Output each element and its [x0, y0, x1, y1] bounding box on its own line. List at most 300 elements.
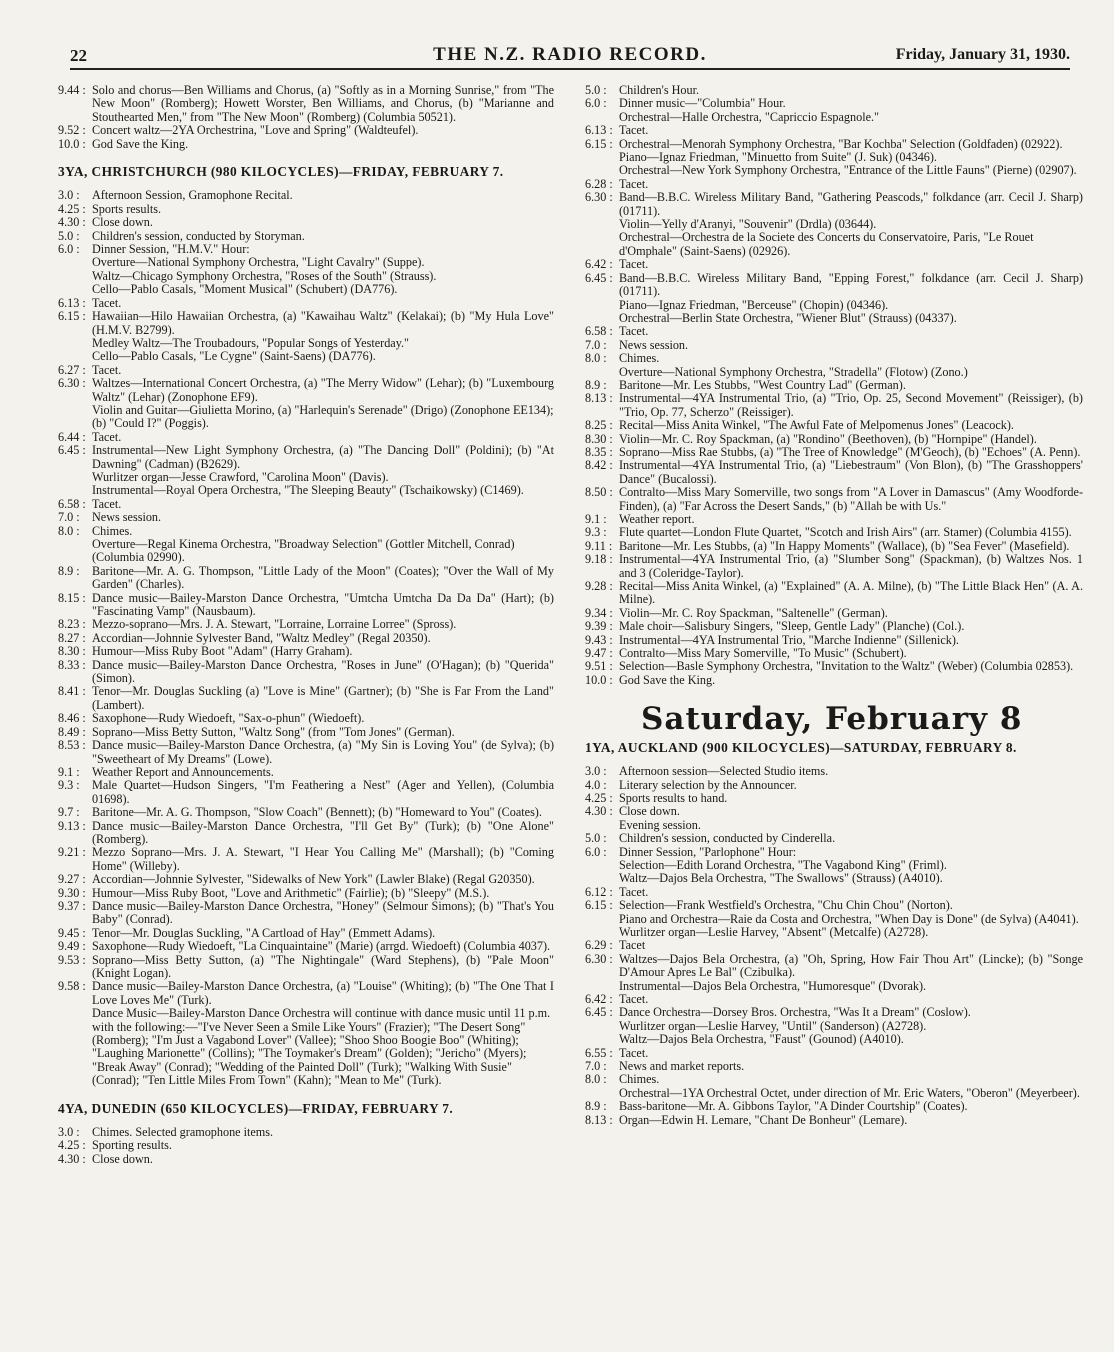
- program-entry: [585, 620, 1083, 633]
- entry-description: Soprano—Miss Rae Stubbs, (a) "The Tree of Knowledge" (M'Geoch), (b) "Echoes" (A. Penn).: [619, 444, 1081, 459]
- entry-time: 9.52 :: [58, 123, 86, 138]
- entry-time: 6.45 :: [585, 1005, 613, 1020]
- program-entry: [585, 993, 1083, 1006]
- program-entry: [585, 392, 1083, 419]
- entry-time: 4.25 :: [58, 1138, 86, 1153]
- entry-description: Dance music—Bailey-Marston Dance Orchestra, "I'll Get By" (Turk); (b) "One Alone" (Romberg).: [92, 818, 554, 846]
- entry-time: 10.0 :: [585, 672, 613, 687]
- program-entry: [58, 766, 554, 779]
- entry-time: 6.58 :: [585, 324, 613, 339]
- entry-description: Humour—Miss Ruby Boot, "Love and Arithmetic" (Fairlie); (b) "Sleepy" (M.S.).: [92, 885, 490, 900]
- entry-time: 3.0 :: [58, 188, 80, 203]
- entry-description: Waltzes—Dajos Bela Orchestra, (a) "Oh, Spring, How Fair Thou Art" (Lincke); (b) "Songe D'Amour Apres Le Bal" (Czibulka).: [619, 951, 1083, 980]
- entry-time: 6.55 :: [585, 1045, 613, 1060]
- entry-description: Instrumental—4YA Instrumental Trio, (a) "Liebestraum" (Von Blon), (b) "The Grasshoppers' Dance" (Bucalossi).: [619, 458, 1083, 486]
- entry-time: 8.35 :: [585, 444, 613, 459]
- entry-time: 6.15 :: [58, 309, 86, 324]
- entry-time: 4.30 :: [58, 215, 86, 230]
- program-sub-entry: Orchestral—New York Symphony Orchestra, "Entrance of the Little Fauns" (Pierne) (02907).: [619, 163, 1077, 178]
- entry-time: 9.27 :: [58, 872, 86, 887]
- entry-time: 7.0 :: [585, 1059, 607, 1074]
- entry-description: Chimes. Selected gramophone items.: [92, 1125, 274, 1140]
- program-entry: [585, 553, 1083, 580]
- program-entry: [585, 325, 1083, 338]
- station-heading: 4YA, DUNEDIN (650 KILOCYCLES)—FRIDAY, FEBRUARY 7.: [58, 1100, 454, 1116]
- entry-time: 8.9 :: [585, 1099, 607, 1114]
- entry-description: Tacet: [619, 938, 646, 953]
- entry-time: 6.15 :: [585, 898, 613, 913]
- right-column: [585, 84, 1083, 1127]
- program-entry: [58, 431, 554, 444]
- entry-time: 6.15 :: [585, 136, 613, 151]
- program-sub-entry: Cello—Pablo Casals, "Moment Musical" (Schubert) (DA776).: [92, 282, 398, 297]
- program-sub-entry: Overture—National Symphony Orchestra, "Stradella" (Flotow) (Zono.): [619, 364, 968, 379]
- entry-description: Tacet.: [619, 324, 649, 339]
- program-sub-entry: Overture—National Symphony Orchestra, "Light Cavalry" (Suppe).: [92, 255, 425, 270]
- program-entry: [58, 954, 554, 981]
- entry-description: God Save the King.: [92, 136, 189, 151]
- entry-time: 8.53 :: [58, 738, 86, 753]
- program-entry: [58, 498, 554, 511]
- program-sub-entry: Piano and Orchestra—Raie da Costa and Orchestra, "When Day is Done" (de Sylva) (A4041).: [619, 911, 1079, 926]
- entry-time: 6.27 :: [58, 362, 86, 377]
- entry-description: Children's session, conducted by Storyman.: [92, 228, 305, 243]
- entry-time: 9.53 :: [58, 952, 86, 967]
- program-entry: [58, 887, 554, 900]
- program-entry: [585, 97, 1083, 110]
- program-entry: [585, 258, 1083, 271]
- program-sub-entry: Waltz—Chicago Symphony Orchestra, "Roses of the South" (Strauss).: [92, 268, 437, 283]
- program-entry: [58, 685, 554, 712]
- program-entry: [58, 243, 554, 256]
- program-entry: [58, 632, 554, 645]
- program-sub-entry: Waltz—Dajos Bela Orchestra, "The Swallows" (Strauss) (A4010).: [619, 871, 943, 886]
- entry-time: 9.28 :: [585, 579, 613, 594]
- entry-description: Instrumental—4YA Instrumental Trio, "Marche Indienne" (Sillenick).: [619, 632, 959, 647]
- entry-time: 6.0 :: [585, 844, 607, 859]
- entry-description: Weather Report and Announcements.: [92, 764, 274, 779]
- entry-time: 8.46 :: [58, 711, 86, 726]
- program-entry: [585, 1047, 1083, 1060]
- entry-description: Children's Hour.: [619, 83, 700, 97]
- entry-description: Violin—Mr. C. Roy Spackman, (a) "Rondino" (Beethoven), (b) "Hornpipe" (Handel).: [619, 431, 1037, 446]
- station-heading: 1YA, AUCKLAND (900 KILOCYCLES)—SATURDAY, FEBRUARY 8.: [585, 739, 1017, 755]
- program-sub-entry: Piano—Ignaz Friedman, "Berceuse" (Chopin) (04346).: [619, 297, 889, 312]
- program-entry: [58, 820, 554, 847]
- entry-description: Dinner Session, "Parlophone" Hour:: [619, 844, 797, 859]
- program-entry: [58, 806, 554, 819]
- entry-description: Baritone—Mr. A. G. Thompson, "Little Lady of the Moon" (Coates); "Over the Wall of My Garden" (Charles).: [92, 563, 554, 592]
- entry-time: 8.50 :: [585, 485, 613, 500]
- entry-description: Soprano—Miss Betty Sutton, (a) "The Nightingale" (Ward Stephens), (b) "Pale Moon" (Knight Logan).: [92, 952, 554, 980]
- entry-description: Sporting results.: [92, 1138, 172, 1153]
- entry-description: News and market reports.: [619, 1059, 745, 1074]
- entry-description: Accordian—Johnnie Sylvester Band, "Waltz Medley" (Regal 20350).: [92, 630, 431, 645]
- entry-time: 9.30 :: [58, 885, 86, 900]
- entry-description: Dinner music—"Columbia" Hour.: [619, 96, 786, 111]
- entry-time: 6.45 :: [585, 270, 613, 285]
- entry-time: 9.51 :: [585, 659, 613, 674]
- program-entry: [585, 138, 1083, 151]
- program-sub-entry: Violin—Yelly d'Aranyi, "Souvenir" (Drdla) (03644).: [619, 217, 877, 232]
- program-entry: [585, 939, 1083, 952]
- program-entry: [58, 659, 554, 686]
- entry-description: Orchestral—Menorah Symphony Orchestra, "Bar Kochba" Selection (Goldfaden) (02922).: [619, 136, 1063, 151]
- program-sub-entry: Orchestral—Orchestra de la Societe des Concerts du Conservatoire, Paris, "Le Rouet d'Omphale" (Saint-Saens) (02926).: [619, 230, 1034, 258]
- entry-time: 8.42 :: [585, 458, 613, 473]
- entry-description: Tacet.: [619, 176, 649, 191]
- entry-description: Contralto—Miss Mary Somerville, "To Music" (Schubert).: [619, 646, 907, 661]
- program-entry: [58, 927, 554, 940]
- entry-time: 8.25 :: [585, 418, 613, 433]
- day-heading: Saturday, February 8: [641, 701, 1023, 738]
- program-entry: [585, 1006, 1083, 1019]
- program-entry: [58, 1153, 554, 1166]
- program-entry: [58, 84, 554, 124]
- entry-time: 6.45 :: [58, 443, 86, 458]
- entry-time: 8.0 :: [585, 1072, 607, 1087]
- program-sub-entry: Orchestral—Halle Orchestra, "Capriccio Espagnole.": [619, 109, 880, 124]
- program-entry: [58, 511, 554, 524]
- program-entry: [585, 634, 1083, 647]
- entry-description: Concert waltz—2YA Orchestrina, "Love and Spring" (Waldteufel).: [92, 123, 419, 138]
- entry-description: Instrumental—4YA Instrumental Trio, (a) "Trio, Op. 25, Second Movement" (Reissiger), (b) "Trio, Op. 77, Scherzo" (Reissiger).: [619, 391, 1083, 419]
- program-entry: [58, 645, 554, 658]
- program-entry: [58, 726, 554, 739]
- entry-description: Waltzes—International Concert Orchestra, (a) "The Merry Widow" (Lehar); (b) "Luxembourg Waltz" (Lehar) (Zonophone EF9).: [92, 376, 554, 404]
- program-entry: [58, 618, 554, 631]
- program-entry: [58, 297, 554, 310]
- program-entry: [58, 1139, 554, 1152]
- entry-description: Male choir—Salisbury Singers, "Sleep, Gentle Lady" (Planche) (Col.).: [619, 619, 965, 634]
- entry-description: Close down.: [619, 804, 680, 819]
- entry-description: Dance music—Bailey-Marston Dance Orchestra, "Roses in June" (O'Hagan); (b) "Querida" (Simon).: [92, 657, 554, 686]
- entry-description: Sports results to hand.: [619, 790, 728, 805]
- program-entry: [585, 433, 1083, 446]
- entry-description: Violin—Mr. C. Roy Spackman, "Saltenelle" (German).: [619, 605, 888, 620]
- program-sub-entry: Wurlitzer organ—Leslie Harvey, "Until" (Sanderson) (A2728).: [619, 1018, 927, 1033]
- entry-description: Organ—Edwin H. Lemare, "Chant De Bonheur" (Lemare).: [619, 1112, 908, 1127]
- entry-time: 6.29 :: [585, 938, 613, 953]
- program-entry: [585, 540, 1083, 553]
- entry-time: 8.0 :: [585, 351, 607, 366]
- entry-description: Recital—Miss Anita Winkel, "The Awful Fate of Melpomenus Jones" (Leacock).: [619, 418, 1014, 433]
- entry-description: Male Quartet—Hudson Singers, "I'm Feathering a Nest" (Ager and Yellen), (Columbia 01698).: [92, 778, 554, 806]
- entry-description: News session.: [619, 337, 689, 352]
- program-entry: [58, 565, 554, 592]
- entry-description: Tacet.: [92, 429, 122, 444]
- program-sub-entry: Cello—Pablo Casals, "Le Cygne" (Saint-Saens) (DA776).: [92, 349, 376, 364]
- program-entry: [58, 940, 554, 953]
- entry-time: 8.33 :: [58, 657, 86, 672]
- entry-description: Tacet.: [92, 295, 122, 310]
- entry-time: 5.0 :: [58, 228, 80, 243]
- program-entry: [585, 446, 1083, 459]
- entry-time: 9.1 :: [58, 764, 80, 779]
- program-entry: [58, 712, 554, 725]
- program-entry: [585, 379, 1083, 392]
- entry-time: 6.44 :: [58, 429, 86, 444]
- entry-time: 6.13 :: [585, 123, 613, 138]
- entry-time: 6.30 :: [585, 190, 613, 205]
- entry-description: Chimes.: [619, 351, 660, 366]
- program-entry: [585, 1114, 1083, 1127]
- program-entry: [58, 1126, 554, 1139]
- program-sub-entry: Medley Waltz—The Troubadours, "Popular Songs of Yesterday.": [92, 335, 410, 350]
- program-entry: [585, 178, 1083, 191]
- entry-time: 7.0 :: [58, 510, 80, 525]
- program-sub-entry: Orchestral—Berlin State Orchestra, "Wiener Blut" (Strauss) (04337).: [619, 310, 957, 325]
- program-entry: [585, 660, 1083, 673]
- program-entry: [585, 953, 1083, 980]
- entry-description: Afternoon Session, Gramophone Recital.: [92, 188, 293, 203]
- entry-time: 6.0 :: [58, 242, 80, 257]
- entry-time: 8.9 :: [58, 563, 80, 578]
- program-entry: [585, 84, 1083, 97]
- program-entry: [585, 765, 1083, 778]
- entry-time: 9.39 :: [585, 619, 613, 634]
- entry-time: 6.12 :: [585, 884, 613, 899]
- program-sub-entry: Wurlitzer organ—Leslie Harvey, "Absent" (Metcalfe) (A2728).: [619, 924, 929, 939]
- program-entry: [58, 377, 554, 404]
- entry-time: 9.34 :: [585, 605, 613, 620]
- program-entry: [585, 1100, 1083, 1113]
- program-entry: [585, 846, 1083, 859]
- entry-time: 9.43 :: [585, 632, 613, 647]
- entry-description: Dance music—Bailey-Marston Dance Orchestra, (a) "My Sin is Loving You" (de Sylva); (b) "Sweetheart of My Dreams" (Lowe).: [92, 738, 554, 766]
- entry-description: Humour—Miss Ruby Boot "Adam" (Harry Graham).: [92, 644, 353, 659]
- page-header: [70, 44, 1070, 70]
- entry-time: 9.45 :: [58, 925, 86, 940]
- entry-time: 6.28 :: [585, 176, 613, 191]
- entry-description: Literary selection by the Announcer.: [619, 777, 797, 792]
- entry-time: 10.0 :: [58, 136, 86, 151]
- left-column: [58, 84, 554, 1166]
- entry-description: Instrumental—New Light Symphony Orchestra, (a) "The Dancing Doll" (Poldini); (b) "At Dawning" (Cadman) (B2629).: [92, 443, 554, 471]
- program-entry: [585, 899, 1083, 912]
- entry-time: 9.11 :: [585, 538, 613, 553]
- entry-description: Soprano—Miss Betty Sutton, "Waltz Song" (from "Tom Jones" (German).: [92, 724, 455, 739]
- entry-description: Mezzo Soprano—Mrs. J. A. Stewart, "I Hear You Calling Me" (Marshall); (b) "Coming Home" (Willeby).: [92, 845, 554, 873]
- program-entry: [58, 592, 554, 619]
- entry-description: Mezzo-soprano—Mrs. J. A. Stewart, "Lorraine, Lorraine Lorree" (Spross).: [92, 617, 457, 632]
- entry-description: God Save the King.: [619, 672, 716, 687]
- entry-description: Baritone—Mr. A. G. Thompson, "Slow Coach" (Bennett); (b) "Homeward to You" (Coates).: [92, 805, 542, 820]
- entry-description: News session.: [92, 510, 162, 525]
- entry-time: 9.37 :: [58, 898, 86, 913]
- entry-description: Chimes.: [92, 523, 133, 538]
- program-entry: [585, 805, 1083, 818]
- program-entry: [585, 272, 1083, 299]
- program-entry: [58, 525, 554, 538]
- program-entry: [58, 189, 554, 202]
- entry-description: Saxophone—Rudy Wiedoeft, "La Cinquaintaine" (Marie) (arrgd. Wiedoeft) (Columbia 4037).: [92, 939, 551, 954]
- program-sub-entry: Evening session.: [619, 817, 701, 832]
- entry-description: Tacet.: [619, 1045, 649, 1060]
- program-entry: [58, 444, 554, 471]
- entry-description: Tenor—Mr. Douglas Suckling, "A Cartload of Hay" (Emmett Adams).: [92, 925, 436, 940]
- entry-time: 8.0 :: [58, 523, 80, 538]
- entry-time: 8.23 :: [58, 617, 86, 632]
- program-sub-entry: Orchestral—1YA Orchestral Octet, under direction of Mr. Eric Waters, "Oberon" (Meyerbeer).: [619, 1085, 1080, 1100]
- program-sub-entry: Instrumental—Royal Opera Orchestra, "The Sleeping Beauty" (Tschaikowsky) (C1469).: [92, 483, 524, 498]
- program-entry: [58, 230, 554, 243]
- entry-description: Baritone—Mr. Les Stubbs, "West Country Lad" (German).: [619, 377, 906, 392]
- program-sub-entry: Dance Music—Bailey-Marston Dance Orchestra will continue with dance music until 11 p.m. with the following:—"I've Never Seen a Smile Like Yours" (Frazier); "The Desert Song" (Romberg); "I'm Just a Vagabond Lover" (Vallee); "Shoo Shoo Boogie Boo" (Whiting); "Laughing Marionette" (Collins); "The Toymaker's Dream" (Golden); "Jericho" (Myers); "Break Away" (Conrad); "Wedding of the Painted Doll" (Turk); "Walking With Susie" (Conrad); "Ten Little Miles From Town" (Kahn); "Mean to Me" (Turk).: [92, 1006, 551, 1088]
- program-entry: [585, 352, 1083, 365]
- entry-time: 8.27 :: [58, 630, 86, 645]
- entry-time: 6.30 :: [58, 376, 86, 391]
- masthead: THE N.Z. RADIO RECORD.: [433, 44, 707, 65]
- program-entry: [58, 138, 554, 151]
- program-entry: [585, 674, 1083, 687]
- entry-time: 9.58 :: [58, 979, 86, 994]
- entry-description: Dance music—Bailey-Marston Dance Orchestra, "Honey" (Selmour Simons); (b) "That's You Baby" (Conrad).: [92, 898, 554, 927]
- program-entry: [58, 873, 554, 886]
- entry-description: Weather report.: [619, 512, 695, 526]
- entry-time: 6.0 :: [585, 96, 607, 111]
- entry-time: 9.3 :: [585, 525, 607, 540]
- entry-time: 8.30 :: [585, 431, 613, 446]
- entry-time: 3.0 :: [585, 764, 607, 779]
- entry-description: Baritone—Mr. Les Stubbs, (a) "In Happy Moments" (Wallace), (b) "Sea Fever" (Masefield).: [619, 538, 1070, 553]
- entry-description: Solo and chorus—Ben Williams and Chorus, (a) "Softly as in a Morning Sunrise," from "The New Moon" (Romberg); Howett Worster, Ben Williams, and Chorus, (b) "Marianne and Stouthearted Men," from "The New Moon" (Romberg) (Columbia 50521).: [92, 83, 554, 124]
- program-entry: [585, 486, 1083, 513]
- entry-description: Dance Orchestra—Dorsey Bros. Orchestra, "Was It a Dream" (Coslow).: [619, 1005, 971, 1020]
- program-entry: [58, 779, 554, 806]
- program-entry: [58, 216, 554, 229]
- program-entry: [585, 513, 1083, 526]
- entry-description: Tacet.: [619, 123, 649, 138]
- program-sub-entry: Violin and Guitar—Giulietta Morino, (a) "Harlequin's Serenade" (Drigo) (Zonophone EE134); (b) "Could I?" (Poggis).: [92, 402, 554, 431]
- page-number: 22: [70, 46, 87, 65]
- entry-time: 8.13 :: [585, 1112, 613, 1127]
- program-entry: [58, 900, 554, 927]
- entry-description: Saxophone—Rudy Wiedoeft, "Sax-o-phun" (Wiedoeft).: [92, 711, 365, 726]
- entry-description: Bass-baritone—Mr. A. Gibbons Taylor, "A Dinder Courtship" (Coates).: [619, 1099, 968, 1114]
- entry-description: Tacet.: [619, 257, 649, 272]
- entry-description: Close down.: [92, 215, 153, 230]
- entry-time: 6.30 :: [585, 951, 613, 966]
- program-entry: [58, 980, 554, 1007]
- entry-description: Recital—Miss Anita Winkel, (a) "Explained" (A. A. Milne), (b) "The Little Black Hen" (A. A. Milne).: [619, 579, 1083, 607]
- program-entry: [585, 779, 1083, 792]
- entry-description: Flute quartet—London Flute Quartet, "Scotch and Irish Airs" (arr. Stamer) (Columbia 4155).: [619, 525, 1072, 540]
- entry-description: Tacet.: [619, 884, 649, 899]
- program-entry: [585, 459, 1083, 486]
- entry-time: 4.30 :: [585, 804, 613, 819]
- entry-time: 9.21 :: [58, 845, 86, 860]
- entry-description: Afternoon session—Selected Studio items.: [619, 764, 829, 779]
- entry-time: 8.49 :: [58, 724, 86, 739]
- entry-description: Dance music—Bailey-Marston Dance Orchestra, "Umtcha Umtcha Da Da Da" (Hart); (b) "Fascinating Vamp" (Nausbaum).: [92, 590, 554, 619]
- entry-description: Tenor—Mr. Douglas Suckling (a) "Love is Mine" (Gartner); (b) "She is Far From the Land" (Lambert).: [92, 684, 554, 712]
- program-entry: [58, 846, 554, 873]
- entry-description: Dance music—Bailey-Marston Dance Orchestra, (a) "Louise" (Whiting); (b) "The One That I Love Loves Me" (Turk).: [92, 979, 554, 1007]
- entry-description: Children's session, conducted by Cinderella.: [619, 831, 836, 846]
- entry-time: 7.0 :: [585, 337, 607, 352]
- entry-time: 3.0 :: [58, 1125, 80, 1140]
- entry-description: Hawaiian—Hilo Hawaiian Orchestra, (a) "Kawaihau Waltz" (Kelakai); (b) "My Hula Love" (H.M.V. B2799).: [92, 309, 554, 337]
- entry-time: 9.49 :: [58, 939, 86, 954]
- program-entry: [58, 739, 554, 766]
- program-entry: [58, 203, 554, 216]
- entry-description: Instrumental—4YA Instrumental Trio, (a) "Slumber Song" (Spackman), (b) Waltzes Nos. 1 and 3 (Coleridge-Taylor).: [619, 552, 1083, 580]
- entry-time: 8.13 :: [585, 391, 613, 406]
- entry-description: Dinner Session, "H.M.V." Hour:: [92, 242, 250, 257]
- entry-time: 9.47 :: [585, 646, 613, 661]
- program-entry: [585, 1060, 1083, 1073]
- entry-description: Contralto—Miss Mary Somerville, two songs from "A Lover in Damascus" (Amy Woodforde-Finden), (a) "Far Across the Desert Sands," (b) "Allah be with Us.": [619, 485, 1083, 513]
- entry-description: Band—B.B.C. Wireless Military Band, "Epping Forest," folkdance (arr. Cecil J. Sharp) (01711).: [619, 270, 1083, 299]
- program-sub-entry: Selection—Edith Lorand Orchestra, "The Vagabond King" (Friml).: [619, 857, 947, 872]
- program-entry: [585, 419, 1083, 432]
- entry-time: 9.3 :: [58, 778, 80, 793]
- program-entry: [585, 607, 1083, 620]
- program-entry: [585, 526, 1083, 539]
- entry-time: 6.42 :: [585, 257, 613, 272]
- entry-time: 8.41 :: [58, 684, 86, 699]
- entry-time: 8.30 :: [58, 644, 86, 659]
- entry-description: Accordian—Johnnie Sylvester, "Sidewalks of New York" (Lawler Blake) (Regal G20350).: [92, 872, 535, 887]
- entry-time: 6.58 :: [58, 496, 86, 511]
- entry-time: 5.0 :: [585, 831, 607, 846]
- program-sub-entry: Instrumental—Dajos Bela Orchestra, "Humoresque" (Dvorak).: [619, 978, 927, 993]
- entry-description: Tacet.: [92, 362, 122, 377]
- program-entry: [58, 364, 554, 377]
- entry-description: Chimes.: [619, 1072, 660, 1087]
- program-entry: [585, 792, 1083, 805]
- entry-time: 9.7 :: [58, 805, 80, 820]
- program-entry: [585, 1073, 1083, 1086]
- entry-time: 9.44 :: [58, 83, 86, 97]
- entry-time: 4.25 :: [585, 790, 613, 805]
- entry-description: Selection—Frank Westfield's Orchestra, "Chu Chin Chou" (Norton).: [619, 898, 953, 913]
- program-entry: [585, 580, 1083, 607]
- program-entry: [585, 191, 1083, 218]
- program-sub-entry: Piano—Ignaz Friedman, "Minuetto from Suite" (J. Suk) (04346).: [619, 150, 937, 165]
- entry-time: 8.9 :: [585, 377, 607, 392]
- entry-time: 9.13 :: [58, 818, 86, 833]
- entry-time: 6.13 :: [58, 295, 86, 310]
- entry-time: 9.18 :: [585, 552, 613, 567]
- station-heading: 3YA, CHRISTCHURCH (980 KILOCYCLES)—FRIDAY, FEBRUARY 7.: [58, 164, 504, 180]
- program-entry: [585, 647, 1083, 660]
- issue-date: Friday, January 31, 1930.: [895, 46, 1070, 63]
- entry-description: Tacet.: [619, 992, 649, 1006]
- program-entry: [585, 886, 1083, 899]
- program-entry: [585, 832, 1083, 845]
- entry-description: Sports results.: [92, 201, 162, 216]
- entry-description: Close down.: [92, 1151, 153, 1166]
- entry-time: 4.30 :: [58, 1151, 86, 1166]
- entry-description: Selection—Basle Symphony Orchestra, "Invitation to the Waltz" (Weber) (Columbia 02853).: [619, 659, 1074, 674]
- entry-time: 8.15 :: [58, 590, 86, 605]
- entry-time: 4.25 :: [58, 201, 86, 216]
- entry-time: 6.42 :: [585, 992, 613, 1006]
- program-sub-entry: Overture—Regal Kinema Orchestra, "Broadway Selection" (Gottler Mitchell, Conrad) (Columbia 02990).: [92, 537, 515, 565]
- program-entry: [585, 339, 1083, 352]
- entry-description: Band—B.B.C. Wireless Military Band, "Gathering Peascods," folkdance (arr. Cecil J. Sharp) (01711).: [619, 190, 1083, 218]
- entry-description: Tacet.: [92, 496, 122, 511]
- entry-time: 9.1 :: [585, 512, 607, 526]
- program-entry: [58, 124, 554, 137]
- program-sub-entry: Wurlitzer organ—Jesse Crawford, "Carolina Moon" (Davis).: [92, 469, 389, 484]
- entry-time: 5.0 :: [585, 83, 607, 97]
- program-sub-entry: Waltz—Dajos Bela Orchestra, "Faust" (Gounod) (A4010).: [619, 1032, 904, 1047]
- program-entry: [58, 310, 554, 337]
- entry-time: 4.0 :: [585, 777, 607, 792]
